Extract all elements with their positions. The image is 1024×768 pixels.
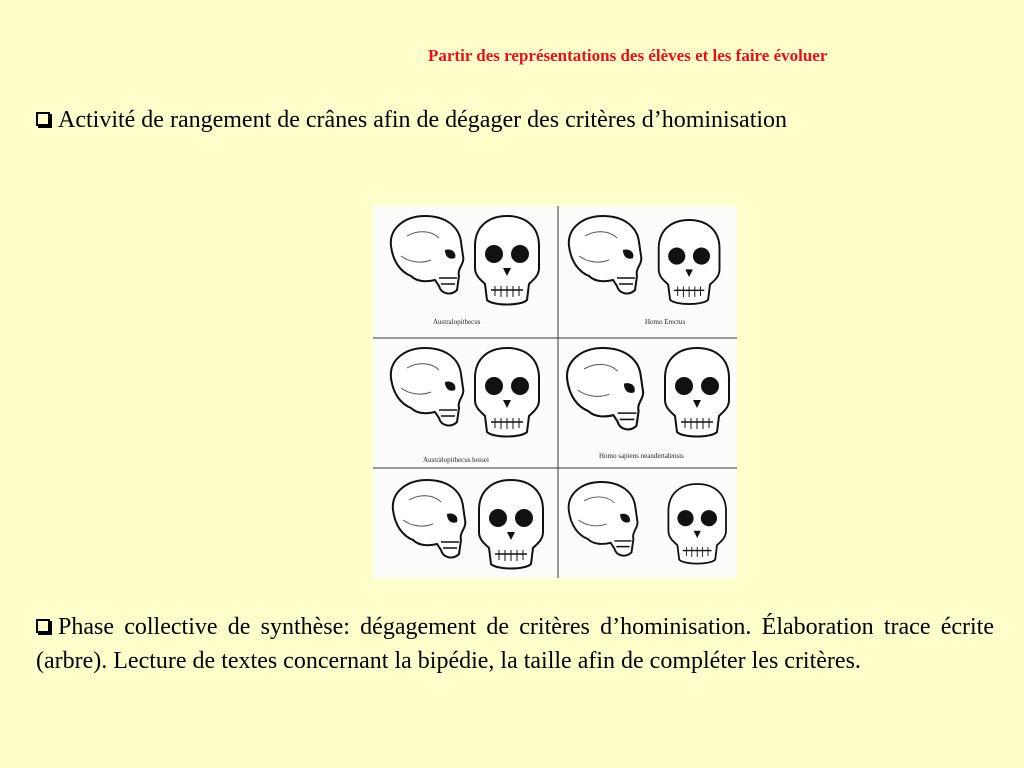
checkbox-bullet-icon [36, 112, 50, 126]
caption-homo-erectus: Homo Erectus [645, 318, 686, 326]
skull-profile-icon [569, 216, 641, 293]
skull-frontal-icon [475, 216, 539, 305]
skull-frontal-icon [665, 348, 729, 437]
skull-profile-icon [391, 348, 463, 425]
skull-frontal-icon [668, 484, 726, 564]
skull-frontal-icon [475, 348, 539, 437]
skull-frontal-icon [479, 480, 543, 569]
skull-profile-icon [391, 216, 463, 293]
checkbox-bullet-icon [36, 619, 50, 633]
skull-profile-icon [569, 482, 638, 556]
slide-title: Partir des représentations des élèves et les faire évoluer [428, 46, 828, 65]
bullet-text: Phase collective de synthèse: dégagement de critères d’hominisation. Élaboration trace écrite (arbre). Lecture de textes concernant la bipédie, la taille afin de compléter les critères. [36, 614, 994, 674]
bullet-text: Activité de rangement de crânes afin de dégager des critères d’hominisation [58, 107, 788, 133]
caption-australopithecus-boisei: Australopithecus boisei [423, 456, 489, 464]
skull-frontal-icon [659, 220, 720, 304]
skull-profile-icon [567, 348, 643, 429]
bullet-item-synthesis [36, 610, 994, 678]
caption-australopithecus: Australopithecus [433, 318, 481, 326]
skulls-figure [373, 206, 737, 578]
skull-profile-icon [393, 480, 465, 557]
caption-homo-sapiens-neandertalensis: Homo sapiens neandertalensis [599, 452, 684, 460]
bullet-item-activity [36, 103, 996, 137]
skulls-grid [373, 206, 737, 578]
